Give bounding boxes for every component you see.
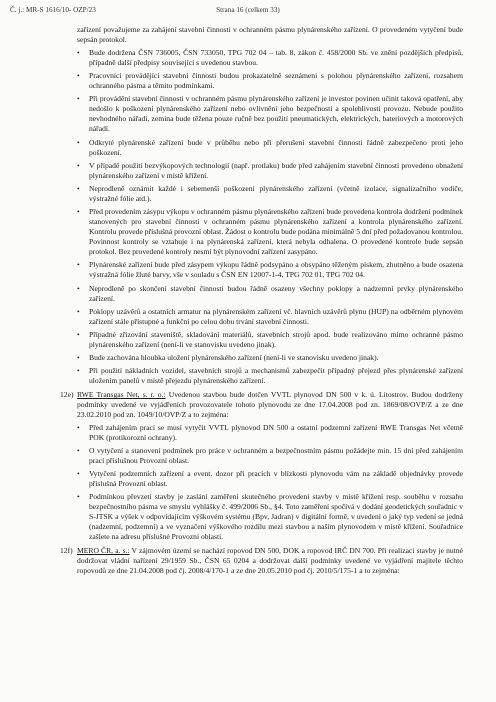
section-12e-list — [77, 423, 463, 542]
reference-number: Č. j.: MR-S 1616/10- OZP/23 — [10, 6, 96, 14]
bullet-icon: • — [77, 353, 80, 363]
list-item: • Případné zřizování staveniště, skladování materiálů, stavebních strojů apod. bude realizováno mimo ochranné pásmo plynárenského zařízení (není-li ve stanovisku uvedeno jinak). — [77, 329, 463, 349]
bullet-icon: • — [77, 94, 80, 104]
list-item: • Odkryté plynárenské zařízení bude v průběhu nebo při přerušení stavební činnosti řádně zabezpečeno proti jeho poškození. — [77, 137, 463, 157]
section-12f — [60, 546, 463, 576]
bullet-icon: • — [77, 260, 80, 270]
bullet-icon: • — [77, 446, 80, 456]
intro-paragraph: zařízení považujeme za zahájení stavební činnosti v ochranném pásmu plynárenského zařízení. O provedeném vytyčení bude sepsán protokol. — [77, 25, 463, 44]
list-item: • V případě použití bezvýkopových technologií (např. protlaku) bude před zahájením stavební činnosti provedeno obnažení plynárenského zařízení v místě křížení. — [77, 160, 463, 180]
list-item: • Pracovníci provádějící stavební činnosti budou prokazatelně seznámeni s polohou plynárenského zařízení, rozsahem ochranného pásma a těmito podmínkami. — [77, 71, 463, 91]
bullet-icon: • — [77, 283, 80, 293]
bullet-icon: • — [77, 329, 80, 339]
list-item: • Podmínkou převzetí stavby je zaslání zaměření skutečného provedení stavby v místě křížení resp. souběhu v rozsahu bezpečnostního pásma ve smyslu vyhlášky č. 499/2006 Sb., §4. Toto zaměření spočívá v dodání geodetických souřadnic v S-JTSK a výšek v odpovídajícím výškovém systému (Bpv, Jadran) v digitální formě, v uvedení o jaký typ vedení se jedná (nadzemní, podzemní) a ve vyznačení výškového rozdílu mezi stavbou a naším plynovodem v místě křížení. Souřadnice zašlete na adresu příslušné Provozní oblasti. — [77, 492, 463, 542]
company-name: RWE Transgas Net, s. r. o.: — [77, 390, 166, 400]
section-paragraph: MERO ČR, a. s.: V zájmovém území se nachází ropovod DN 500, DOK a ropovod IRČ DN 700. Při realizaci stavby je nutné dodržovat vládní nařízení 29/1959 Sb., ČSN 65 0204 a dodržovat další podmínky uvedené ve vyjádření majitele těchto ropovodů ze dne 21.04.2008 pod čj. 2008/4/170-1 a ze dne 20.05.2010 pod čj. 2010/5/175-1 a to zejména: — [77, 546, 463, 576]
list-item: • Bude dodržena ČSN 736005, ČSN 733050, TPG 702 04 – tab. 8, zákon č. 458/2000 Sb. ve znění pozdějších předpisů, případně další předpisy související s uvedenou stavbou. — [77, 48, 463, 67]
page-number: Strana 16 (celkem 33) — [216, 6, 280, 14]
list-item: • Před zahájením prací se musí vytyčit VVTL plynovod DN 500 a ostatní podzemní zařízení RWE Transgas Net včetně POK (protikorozní ochrany). — [77, 423, 463, 443]
document-body — [60, 25, 463, 576]
list-item: • Bude zachována hloubka uložení plynárenského zařízení (není-li ve stanovisku uvedeno jinak). — [77, 353, 379, 363]
section-paragraph: RWE Transgas Net, s. r. o.: Uvedenou stavbou bude dotčen VVTL plynovod DN 500 v k. ú. Litostrov. Budou dodrženy podmínky uvedené ve vyjádřeních provozovatele tohoto plynovodu ze dne 17.04.2008 pod zn. 1869/08/OVP/Z a ze dne 23.02.2010 pod zn. 1049/10/OVP/Z a to zejména: — [77, 390, 463, 420]
bullet-icon: • — [77, 207, 80, 217]
section-label: 12f) — [60, 546, 73, 556]
bullet-icon: • — [77, 306, 80, 316]
bullet-icon: • — [77, 469, 80, 479]
bullet-icon: • — [77, 492, 80, 502]
bullet-icon: • — [77, 183, 80, 193]
bullet-icon: • — [77, 366, 80, 376]
list-item: • Vytyčení podzemních zařízení a event. dozor při pracích v blízkosti plynovodu vám na základě objednávky provede příslušná Provozní oblast. — [77, 469, 463, 489]
conditions-list — [77, 48, 463, 386]
list-item: • Poklopy uzávěrů a ostatních armatur na plynárenském zařízení vč. hlavních uzávěrů plynu (HUP) na odběrném plynovém zařízení stále přístupné a funkční po celou dobu trvání stavební činnosti. — [77, 306, 463, 326]
bullet-icon: • — [77, 423, 80, 433]
list-item: • Před provedením zásypu výkopu v ochranném pásmu plynárenského zařízení bude provedena kontrola dodržení podmínek stanovených pro stavební činnosti v ochranném pásmu plynárenského zařízení a kontrola plynárenského zařízení. Kontrolu provede příslušná provozní oblast. Žádost o kontrolu bude podána minimálně 5 dní před požadovanou kontrolou. Povinnost kontroly se vztahuje i na plynárenská zařízení, která nebyla odhalena. O provedené kontrole bude sepsán protokol. Bez provedené kontroly nesmí být plynovodní zařízení zasypáno. — [77, 207, 463, 257]
list-item: • Plynárenské zařízení bude před zásypem výkopu řádně podsypáno a obsypáno těženým pískem, zhutněno a bude osazena výstražná fólie žluté barvy, vše v souladu s ČSN EN 12007-1-4, TPG 702 01, TPG 702 04. — [77, 260, 463, 280]
list-item: • Neprodleně po skončení stavební činnosti budou řádně osazeny všechny poklopy a nadzemní prvky plynárenského zařízení. — [77, 283, 463, 303]
page-header — [10, 6, 486, 18]
bullet-icon: • — [77, 160, 80, 170]
list-item: • O vytyčení a stanovení podmínek pro práce v ochranném a bezpečnostním pásmu požádejte min. 15 dní před zahájením prací příslušnou Provozní oblast. — [77, 446, 463, 466]
bullet-icon: • — [77, 48, 80, 57]
section-12e — [60, 390, 463, 542]
section-label: 12e) — [60, 390, 74, 400]
list-item: • Neprodleně oznámit každé i sebemenší poškození plynárenského zařízení (včetně izolace, signalizačního vodiče, výstražné fólie atd.). — [77, 183, 463, 203]
bullet-icon: • — [77, 137, 80, 147]
company-name: MERO ČR, a. s.: — [77, 546, 130, 556]
list-item: • Při provádění stavební činnosti v ochranném pásmu plynárenského zařízení je investor povinen učinit taková opatření, aby nedošlo k poškození plynárenského zařízení nebo ovlivnění jeho bezpečnosti a spolehlivosti provozu. Nebude použito nevhodného nářadí, zemina bude těžena pouze ručně bez použití pneumatických, elektrických, bateriových a motorových nářadí. — [77, 94, 463, 134]
bullet-icon: • — [77, 71, 80, 81]
list-item: • Při použití nákladních vozidel, stavebních strojů a mechanismů zabezpečit případný přejezd přes plynárenské zařízení uložením panelů v místě přejezdu plynárenského zařízení. — [77, 366, 463, 386]
